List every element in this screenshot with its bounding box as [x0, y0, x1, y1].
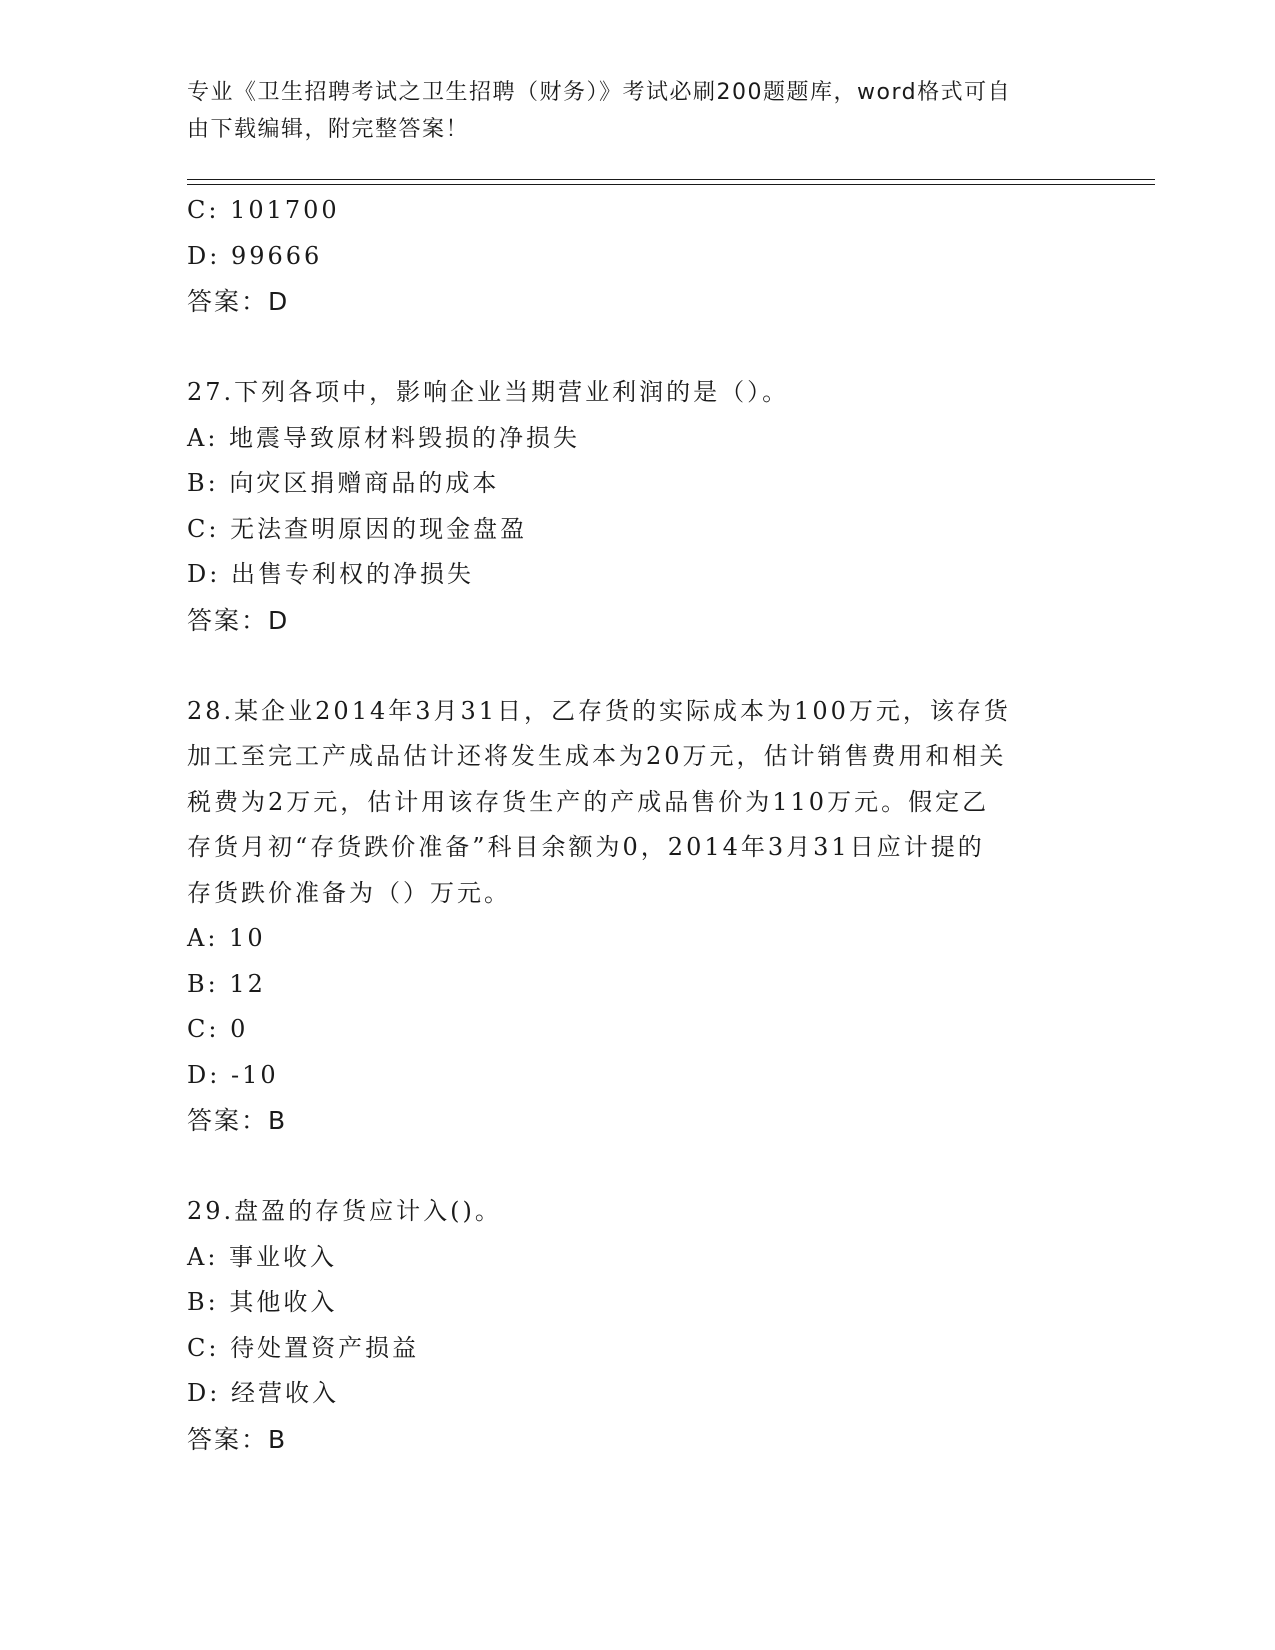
question-list — [187, 188, 1087, 1462]
question-26-continued — [187, 188, 1087, 325]
option-d: D: 99666 — [187, 241, 323, 270]
option-b: B: 向灾区捐赠商品的成本 — [187, 469, 500, 497]
question-stem-line-1: 28.某企业2014年3月31日，乙存货的实际成本为100万元，该存货 — [187, 696, 1011, 725]
answer-line: 答案：B — [187, 1424, 288, 1454]
option-c: C: 待处置资产损益 — [187, 1333, 420, 1362]
option-a: A: 事业收入 — [187, 1242, 338, 1271]
option-c: C: 无法查明原因的现金盘盈 — [187, 514, 528, 543]
header-rule-top — [187, 179, 1155, 180]
spacer — [187, 643, 1087, 689]
question-stem: 29.盘盈的存货应计入()。 — [187, 1197, 502, 1225]
header-rule-bottom — [187, 184, 1155, 185]
option-d: D: 出售专利权的净损失 — [187, 560, 474, 588]
question-27 — [187, 370, 1087, 643]
header-line-1: 专业《卫生招聘考试之卫生招聘（财务）》考试必刷200题题库，word格式可自 — [187, 80, 1012, 105]
question-stem-line-2: 加工至完工产成品估计还将发生成本为20万元，估计销售费用和相关 — [187, 742, 1007, 770]
question-stem-line-4: 存货月初“存货跌价准备”科目余额为0，2014年3月31日应计提的 — [187, 833, 985, 861]
option-c: C: 0 — [187, 1015, 249, 1043]
document-header — [187, 74, 1087, 148]
option-d: D: 经营收入 — [187, 1379, 339, 1407]
question-stem-line-3: 税费为2万元，估计用该存货生产的产成品售价为110万元。假定乙 — [187, 787, 990, 816]
question-stem: 27.下列各项中，影响企业当期营业利润的是（）。 — [187, 378, 790, 406]
option-c: C: 101700 — [187, 196, 340, 224]
spacer — [187, 1144, 1087, 1190]
question-28 — [187, 689, 1087, 1144]
option-b: B: 12 — [187, 969, 266, 998]
option-b: B: 其他收入 — [187, 1288, 338, 1316]
answer-line: 答案：D — [187, 605, 290, 635]
answer-line: 答案：B — [187, 1106, 288, 1135]
option-a: A: 地震导致原材料毁损的净损失 — [187, 423, 581, 452]
header-line-2: 由下载编辑，附完整答案！ — [187, 117, 470, 142]
option-a: A: 10 — [187, 924, 266, 952]
spacer — [187, 325, 1087, 371]
question-stem-line-5: 存货跌价准备为（）万元。 — [187, 878, 511, 907]
option-d: D: -10 — [187, 1060, 279, 1089]
answer-line: 答案：D — [187, 287, 290, 316]
question-29 — [187, 1189, 1087, 1462]
